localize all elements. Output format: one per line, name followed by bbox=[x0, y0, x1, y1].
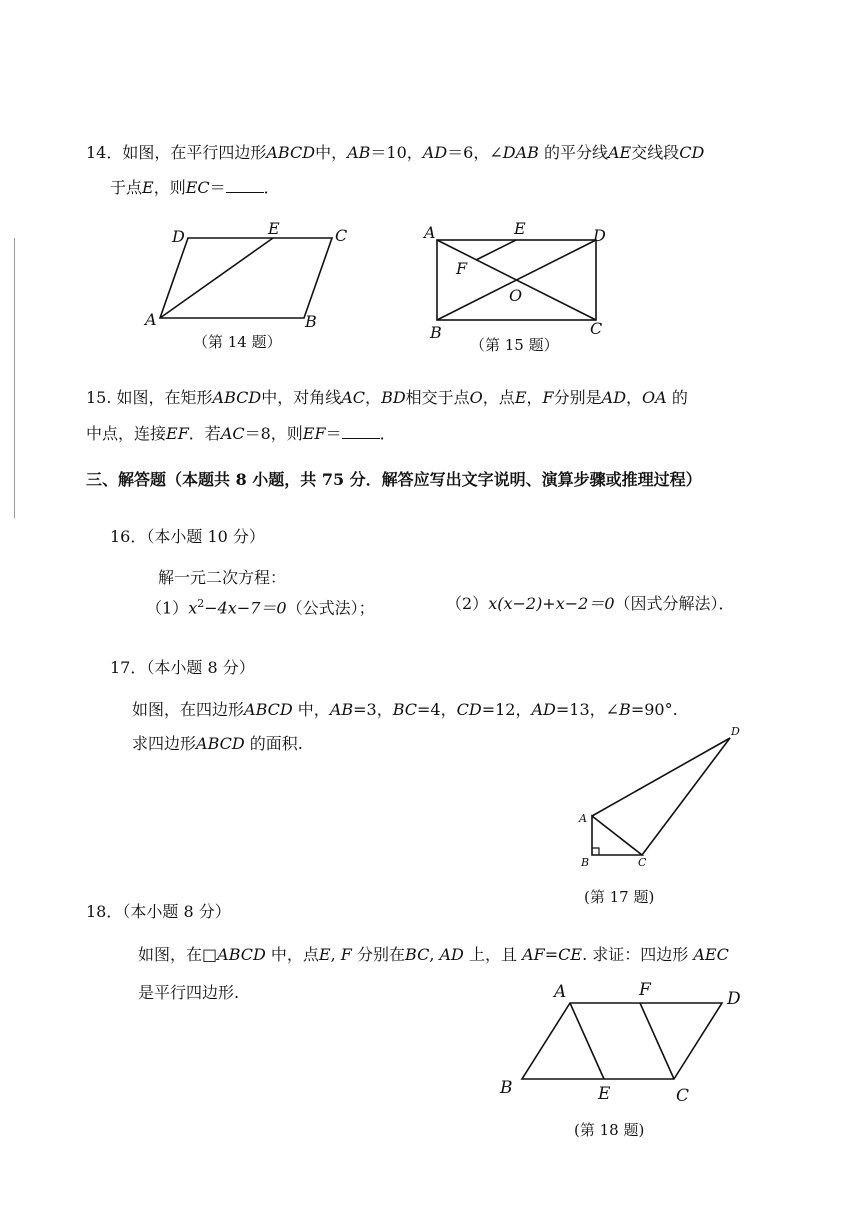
q18-line2: 是平行四边形. bbox=[138, 983, 240, 1002]
q18-label-a: A bbox=[554, 982, 567, 1002]
q17-ad: AD bbox=[531, 700, 556, 719]
q16-part1 bbox=[146, 593, 375, 619]
q17-ab: AB bbox=[329, 700, 354, 719]
q14-ab-value: ＝10， bbox=[370, 143, 423, 162]
q17-text: 求四边形 bbox=[132, 734, 197, 753]
q15-f: F bbox=[542, 388, 554, 407]
q17-line2 bbox=[132, 733, 303, 755]
q17-ab-value: =3， bbox=[353, 700, 393, 719]
q16-intro: 解一元二次方程： bbox=[158, 568, 287, 587]
q15-text: ， bbox=[626, 388, 643, 407]
q16-part2-number: （2） bbox=[446, 594, 489, 613]
q18-parallelogram bbox=[522, 1003, 722, 1079]
q16-part2-equation: x(x−2)+x−2＝0 bbox=[488, 594, 615, 613]
q18-heading: 18．（本小题 8 分） bbox=[86, 902, 231, 921]
q15-ad: AD bbox=[601, 388, 627, 407]
q15-text: 分别是 bbox=[553, 388, 602, 407]
q15-text: 中，对角线 bbox=[261, 388, 342, 407]
q17-bc: BC bbox=[392, 700, 418, 719]
q17-cd-value: =12， bbox=[481, 700, 532, 719]
q14-ae: AE bbox=[608, 143, 632, 162]
q17-line1 bbox=[132, 699, 678, 721]
q14-ad: AD bbox=[422, 143, 448, 162]
q17-abcd: ABCD bbox=[244, 700, 293, 719]
q18-abcd: □ABCD bbox=[202, 945, 266, 964]
q17-segment-ad bbox=[592, 738, 730, 816]
q14-caption: （第 14 题） bbox=[193, 333, 282, 351]
q14-number: 14．如图，在平行四边形 bbox=[86, 143, 267, 162]
q16-part1-x: x bbox=[188, 598, 198, 618]
q15-e: E bbox=[514, 388, 527, 407]
q17-label-a: A bbox=[579, 812, 587, 825]
q15-ac: AC bbox=[220, 424, 245, 443]
q18-segment-fc bbox=[640, 1003, 674, 1079]
q17-ad-value: =13，∠ bbox=[555, 700, 620, 719]
q15-ef: EF bbox=[302, 424, 326, 443]
q15-text: 相交于点 bbox=[405, 388, 470, 407]
q18-text: 如图，在 bbox=[138, 945, 203, 964]
q17-label-c: C bbox=[638, 856, 647, 869]
q14-e: E bbox=[142, 178, 154, 197]
q15-ac: AC bbox=[341, 388, 366, 407]
q15-label-b: B bbox=[430, 323, 442, 342]
q18-text: , bbox=[330, 945, 336, 964]
q17-caption: (第 17 题) bbox=[584, 888, 655, 906]
q18-text: 中，点 bbox=[270, 945, 319, 964]
q18-e: E bbox=[318, 945, 331, 964]
q15-label-c: C bbox=[590, 319, 603, 338]
q14-eq: ＝ bbox=[209, 178, 226, 197]
q14-parallelogram bbox=[160, 238, 332, 318]
q18-caption: (第 18 题) bbox=[574, 1121, 645, 1139]
q14-dab: DAB bbox=[502, 143, 539, 162]
q16-heading: 16．（本小题 10 分） bbox=[110, 527, 265, 546]
q15-ef: EF bbox=[166, 424, 189, 443]
q15-caption: （第 15 题） bbox=[470, 336, 559, 354]
q18-af: AF bbox=[522, 945, 545, 964]
q18-aec: AEC bbox=[693, 945, 729, 964]
q15-text: 的 bbox=[671, 388, 688, 407]
q18-f: F bbox=[340, 945, 352, 964]
q17-abcd: ABCD bbox=[196, 734, 245, 753]
q17-label-b: B bbox=[581, 856, 590, 869]
q18-ad: AD bbox=[439, 945, 464, 964]
answer-blank[interactable] bbox=[342, 424, 380, 439]
q14-cd: CD bbox=[679, 143, 705, 162]
q17-text: 的面积. bbox=[249, 734, 303, 753]
q15-text: ， bbox=[365, 388, 382, 407]
q15-label-d: D bbox=[593, 226, 606, 245]
q15-eq: ＝ bbox=[325, 424, 342, 443]
q17-b: B bbox=[619, 700, 631, 719]
q15-line1 bbox=[86, 387, 688, 409]
q17-segment-cd bbox=[642, 738, 730, 855]
q15-oa: OA bbox=[642, 388, 667, 407]
q16-part1-method: （公式法）； bbox=[286, 598, 375, 618]
q15-text: ＝8，则 bbox=[244, 424, 303, 443]
q17-text: 如图，在四边形 bbox=[132, 700, 245, 719]
q14-label-d: D bbox=[172, 227, 185, 246]
q15-text: ， bbox=[526, 388, 543, 407]
q15-label-o: O bbox=[509, 286, 523, 305]
section-3-title: 三、解答题（本题共 8 小题，共 75 分．解答应写出文字说明、演算步骤或推理过程） bbox=[86, 470, 702, 489]
q18-bc: BC bbox=[405, 945, 430, 964]
q16-part1-number: （1） bbox=[146, 598, 189, 618]
q17-text: 中， bbox=[297, 700, 330, 719]
q14-ad-value: ＝6，∠ bbox=[447, 143, 503, 162]
q15-segment-ef bbox=[476, 240, 516, 260]
q14-ab: AB bbox=[347, 143, 371, 162]
q14-label-c: C bbox=[335, 226, 348, 245]
q18-line1 bbox=[138, 944, 850, 966]
q16-part2 bbox=[446, 593, 735, 615]
q15-abcd: ABCD bbox=[212, 388, 262, 407]
q14-abcd: ABCD bbox=[266, 143, 316, 162]
q14-label-e: E bbox=[268, 219, 280, 238]
q15-label-e: E bbox=[514, 219, 526, 238]
q16-part1-exponent: 2 bbox=[197, 597, 205, 610]
q18-eq: = bbox=[544, 945, 559, 964]
q18-label-f: F bbox=[639, 980, 651, 1000]
q18-label-c: C bbox=[676, 1086, 690, 1106]
q16-part2-method: （因式分解法）． bbox=[614, 594, 735, 613]
q15-bd: BD bbox=[381, 388, 406, 407]
q18-label-d: D bbox=[727, 989, 741, 1009]
q14-label-a: A bbox=[145, 310, 157, 329]
q18-ce: CE bbox=[558, 945, 583, 964]
q14-label-b: B bbox=[305, 312, 317, 331]
q18-label-e: E bbox=[598, 1084, 611, 1104]
q18-text: 上，且 bbox=[468, 945, 517, 964]
q17-cd: CD bbox=[456, 700, 482, 719]
q15-text: ．若 bbox=[188, 424, 221, 443]
q14-ec: EC bbox=[185, 178, 210, 197]
q14-segment-ae bbox=[160, 238, 273, 318]
q15-line2 bbox=[86, 423, 396, 445]
q18-text: , bbox=[429, 945, 435, 964]
q15-text: 中点，连接 bbox=[86, 424, 167, 443]
q14-text: ，则 bbox=[153, 178, 186, 197]
q15-dot: ． bbox=[379, 424, 396, 443]
q15-text: ，点 bbox=[482, 388, 515, 407]
q17-right-angle-mark bbox=[592, 848, 599, 855]
q14-text: 的平分线 bbox=[543, 143, 608, 162]
q15-number: 15. 如图，在矩形 bbox=[86, 388, 213, 407]
q18-text: . 求证：四边形 bbox=[582, 945, 689, 964]
q15-label-a: A bbox=[424, 223, 436, 242]
q17-heading: 17．（本小题 8 分） bbox=[110, 658, 255, 677]
q17-label-d: D bbox=[731, 725, 740, 738]
q14-dot: ． bbox=[263, 178, 280, 197]
q15-o: O bbox=[469, 388, 483, 407]
q15-label-f: F bbox=[456, 259, 468, 278]
q18-text: 分别在 bbox=[357, 945, 406, 964]
q18-label-b: B bbox=[500, 1078, 513, 1098]
q14-text: 交线段 bbox=[631, 143, 680, 162]
q14-text: 中， bbox=[315, 143, 348, 162]
q16-part1-equation: −4x−7＝0 bbox=[204, 598, 287, 618]
q18-segment-ae bbox=[570, 1003, 604, 1079]
q14-text: 于点 bbox=[110, 178, 143, 197]
q17-b-value: =90°. bbox=[630, 700, 678, 719]
q17-bc-value: =4， bbox=[417, 700, 457, 719]
